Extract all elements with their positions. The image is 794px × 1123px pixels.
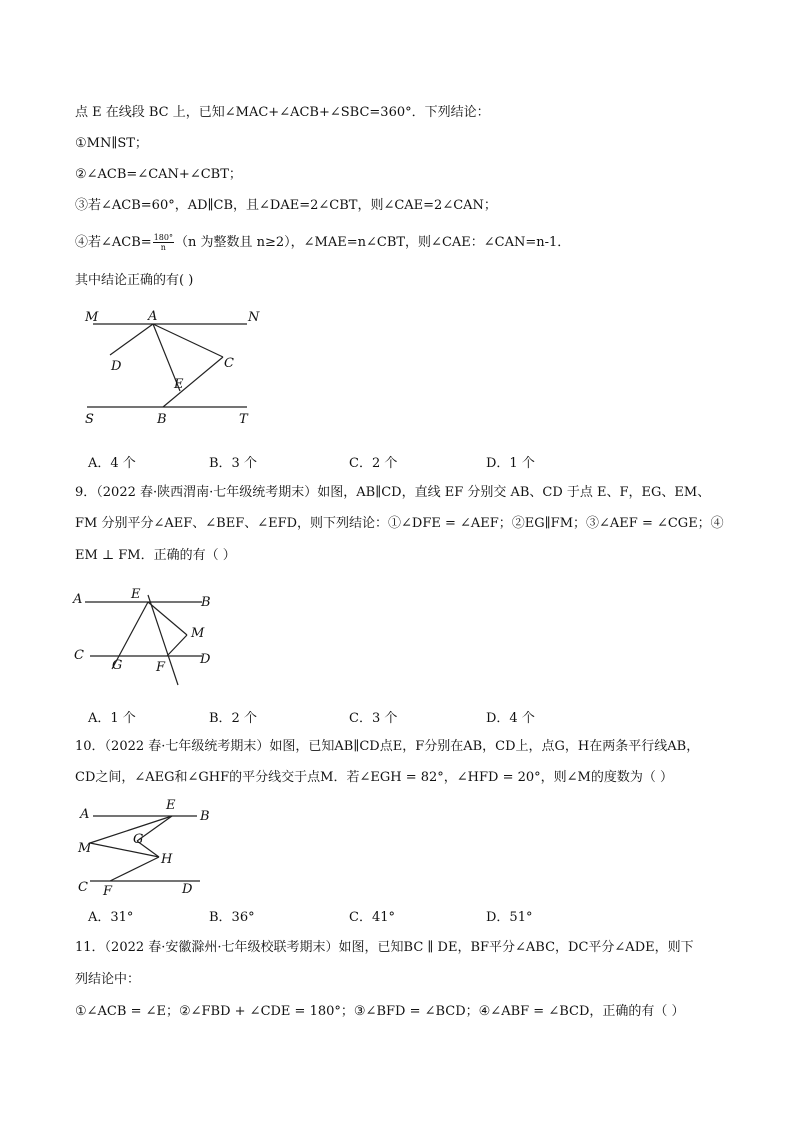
q8-options: [88, 452, 648, 470]
q8-label-e: E: [174, 377, 184, 392]
q10-label-a: A: [80, 807, 90, 822]
q11-line-2: 列结论中：: [75, 972, 141, 987]
q9-segment-em: [148, 602, 187, 635]
q10-line-2: CD之间，∠AEG和∠GHF的平分线交于点M．若∠EGH = 82°，∠HFD = 20°，则∠M的度数为（ ）: [75, 770, 673, 785]
q8-s4-prefix: ④若∠ACB=: [75, 235, 152, 250]
q9-label-d: D: [200, 652, 211, 667]
q8-segment-ac: [153, 324, 223, 357]
q10-option-a[interactable]: A．31°: [88, 910, 134, 925]
q8-label-c: C: [224, 356, 234, 371]
q10-option-b[interactable]: B．36°: [209, 910, 255, 925]
q8-figure: [75, 300, 285, 430]
q8-option-c[interactable]: C．2 个: [349, 456, 398, 471]
q10-segment-hf: [110, 857, 159, 881]
q9-label-c: C: [74, 648, 84, 663]
q8-option-a[interactable]: A．4 个: [88, 456, 136, 471]
q9-figure: [70, 585, 230, 690]
q8-option-b[interactable]: B．3 个: [209, 456, 257, 471]
q8-statement-1: ①MN∥ST；: [75, 136, 148, 151]
q9-label-b: B: [201, 595, 211, 610]
q10-label-c: C: [78, 880, 88, 895]
q9-label-a: A: [73, 592, 83, 607]
q9-segment-mf: [167, 635, 187, 656]
q8-segment-ad: [110, 324, 153, 355]
q8-intro: 点 E 在线段 BC 上，已知∠MAC+∠ACB+∠SBC=360°．下列结论：: [75, 105, 490, 120]
q9-label-e: E: [131, 587, 141, 602]
q9-line-3: EM ⊥ FM．正确的有（ ）: [75, 548, 236, 563]
q8-segment-cb: [163, 357, 223, 407]
q10-label-h: H: [161, 852, 173, 867]
q9-label-f: F: [156, 660, 166, 675]
q9-line-1: 9．（2022 春·陕西渭南·七年级统考期末）如图，AB∥CD，直线 EF 分别交 AB、CD 于点 E、F，EG、EM、: [75, 485, 711, 500]
q8-label-b: B: [157, 412, 167, 427]
q11-line-3: ①∠ACB = ∠E；②∠FBD + ∠CDE = 180°；③∠BFD = ∠BCD；④∠ABF = ∠BCD，正确的有（ ）: [75, 1004, 685, 1019]
q8-label-t: T: [239, 412, 248, 427]
q11-line-1: 11．（2022 春·安徽滁州·七年级校联考期末）如图，已知BC ∥ DE，BF平分∠ABC，DC平分∠ADE，则下: [75, 940, 694, 955]
q8-label-m: M: [85, 310, 99, 325]
q10-label-g: G: [133, 832, 144, 847]
q8-s4-fraction: [153, 233, 174, 252]
q8-statement-4: [75, 233, 570, 252]
q8-option-d[interactable]: D．1 个: [486, 456, 535, 471]
q10-label-e: E: [166, 798, 176, 813]
q10-label-b: B: [200, 809, 210, 824]
q10-option-d[interactable]: D．51°: [486, 910, 533, 925]
q10-label-d: D: [182, 882, 193, 897]
q8-statement-2: ②∠ACB=∠CAN+∠CBT；: [75, 167, 242, 182]
q10-figure: [75, 795, 215, 900]
q9-option-d[interactable]: D．4 个: [486, 711, 535, 726]
q10-label-m: M: [78, 841, 92, 856]
q9-label-m: M: [191, 626, 205, 641]
q8-label-n: N: [248, 310, 260, 325]
q10-label-f: F: [103, 884, 113, 899]
q10-segment-em: [90, 816, 172, 843]
q10-line-1: 10．（2022 春·七年级统考期末）如图，已知AB∥CD点E，F分别在AB，CD上，点G，H在两条平行线AB，: [75, 739, 700, 754]
q8-label-d: D: [111, 359, 122, 374]
q8-statement-3: ③若∠ACB=60°，AD∥CB，且∠DAE=2∠CBT，则∠CAE=2∠CAN；: [75, 198, 497, 213]
q8-s4-suffix: （n 为整数且 n≥2），∠MAE=n∠CBT，则∠CAE：∠CAN=n-1．: [174, 235, 571, 250]
q9-options: [88, 707, 648, 725]
q9-label-g: G: [112, 658, 123, 673]
q9-option-c[interactable]: C．3 个: [349, 711, 398, 726]
q8-s4-numerator: 180°: [153, 233, 173, 242]
q10-option-c[interactable]: C．41°: [349, 910, 395, 925]
q8-s4-denominator: n: [160, 243, 166, 252]
q10-options: [88, 906, 648, 924]
q8-question: 其中结论正确的有( ): [75, 273, 194, 288]
q9-option-b[interactable]: B．2 个: [209, 711, 257, 726]
q9-option-a[interactable]: A．1 个: [88, 711, 136, 726]
q8-label-a: A: [148, 309, 158, 324]
q8-label-s: S: [85, 412, 94, 427]
q9-line-2: FM 分别平分∠AEF、∠BEF、∠EFD，则下列结论：①∠DFE = ∠AEF；②EG∥FM；③∠AEF = ∠CGE；④: [75, 516, 724, 531]
